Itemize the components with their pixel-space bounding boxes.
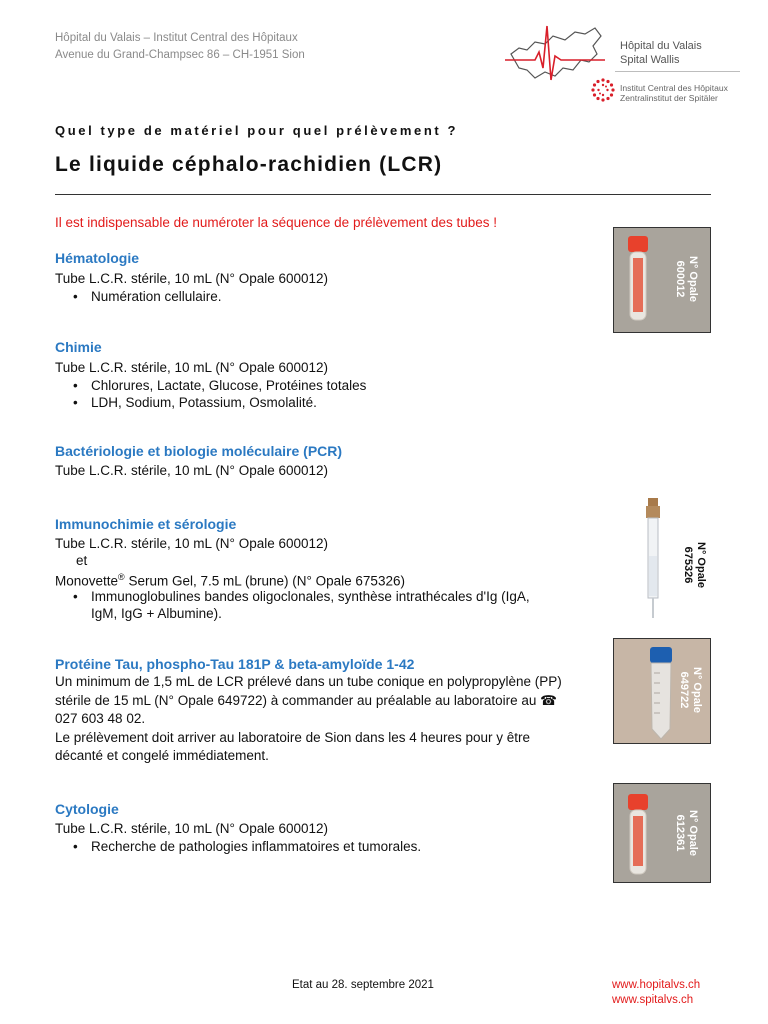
list-item-continuation: IgM, IgG + Albumine).	[91, 606, 222, 621]
list-item: • Recherche de pathologies inflammatoires et tumorales.	[73, 839, 422, 854]
warning-text: Il est indispensable de numéroter la séquence de prélèvement des tubes !	[55, 215, 498, 230]
document-subtitle: Quel type de matériel pour quel prélèvement ?	[55, 123, 459, 138]
list-item: • Immunoglobulines bandes oligoclonales, synthèse intrathécales d'Ig (IgA,	[73, 589, 530, 604]
list-item: • Numération cellulaire.	[73, 289, 222, 304]
logo-name-de: Spital Wallis	[620, 54, 680, 66]
section-heading-immunochimie: Immunochimie et sérologie	[55, 516, 237, 532]
tube-photo-612361	[613, 783, 711, 883]
section-heading-cytologie: Cytologie	[55, 801, 119, 817]
logo-divider	[615, 71, 740, 72]
logo-inst-de: Zentralinstitut der Spitäler	[620, 93, 718, 103]
section-heading-bacteriologie: Bactériologie et biologie moléculaire (PCR)	[55, 443, 343, 459]
tube-photo-675326	[628, 496, 712, 620]
footer-link-spitalvs[interactable]: www.spitalvs.ch	[612, 994, 694, 1006]
title-divider	[55, 194, 711, 195]
tube-photo-600012	[613, 227, 711, 333]
tube-photo-649722	[613, 638, 711, 744]
address-line-2: Avenue du Grand-Champsec 86 – CH-1951 Sion	[55, 49, 305, 61]
chimie-tube: Tube L.C.R. stérile, 10 mL (N° Opale 600012)	[55, 360, 329, 375]
address-line-1: Hôpital du Valais – Institut Central des Hôpitaux	[55, 32, 298, 44]
bacteriologie-tube: Tube L.C.R. stérile, 10 mL (N° Opale 600012)	[55, 463, 329, 478]
immunochimie-tube: Tube L.C.R. stérile, 10 mL (N° Opale 600012)	[55, 536, 329, 551]
conjunction-et: et	[76, 553, 88, 568]
footer-date: Etat au 28. septembre 2021	[292, 979, 434, 991]
logo-inst-fr: Institut Central des Hôpitaux	[620, 83, 728, 93]
document-title: Le liquide céphalo-rachidien (LCR)	[55, 153, 443, 176]
logo-name-fr: Hôpital du Valais	[620, 40, 702, 52]
logo-institute-name	[620, 83, 728, 103]
photo-4-label: N° Opale 612361	[674, 810, 699, 856]
list-item: • Chlorures, Lactate, Glucose, Protéines totales	[73, 378, 367, 393]
institute-dots-logo-icon	[590, 77, 616, 103]
tau-paragraph: Un minimum de 1,5 mL de LCR prélevé dans un tube conique en polypropylène (PP) stérile de 15 mL (N° Opale 649722) à commander au préalable au laboratoire au ☎ 027 603 48 02. Le prélèvement doit arriver au laboratoire de Sion dans les 4 heures pour y être décanté et congelé immédiatement.	[55, 674, 562, 763]
photo-3-label: N° Opale 649722	[678, 667, 703, 713]
footer-link-hopitalvs[interactable]: www.hopitalvs.ch	[612, 979, 701, 991]
header-address	[55, 30, 305, 64]
photo-1-label: N° Opale 600012	[674, 256, 699, 302]
cytologie-tube: Tube L.C.R. stérile, 10 mL (N° Opale 600012)	[55, 821, 329, 836]
section-heading-tau: Protéine Tau, phospho-Tau 181P & beta-amyloïde 1-42	[55, 656, 415, 672]
section-heading-hematologie: Hématologie	[55, 250, 140, 266]
section-heading-chimie: Chimie	[55, 339, 102, 355]
logo-hospital-name	[620, 39, 702, 67]
list-item: • LDH, Sodium, Potassium, Osmolalité.	[73, 395, 317, 410]
monovette-tube: Monovette® Serum Gel, 7.5 mL (brune) (N° Opale 675326)	[55, 572, 405, 589]
hematologie-tube: Tube L.C.R. stérile, 10 mL (N° Opale 600012)	[55, 271, 329, 286]
photo-2-label: N° Opale 675326	[682, 542, 707, 588]
